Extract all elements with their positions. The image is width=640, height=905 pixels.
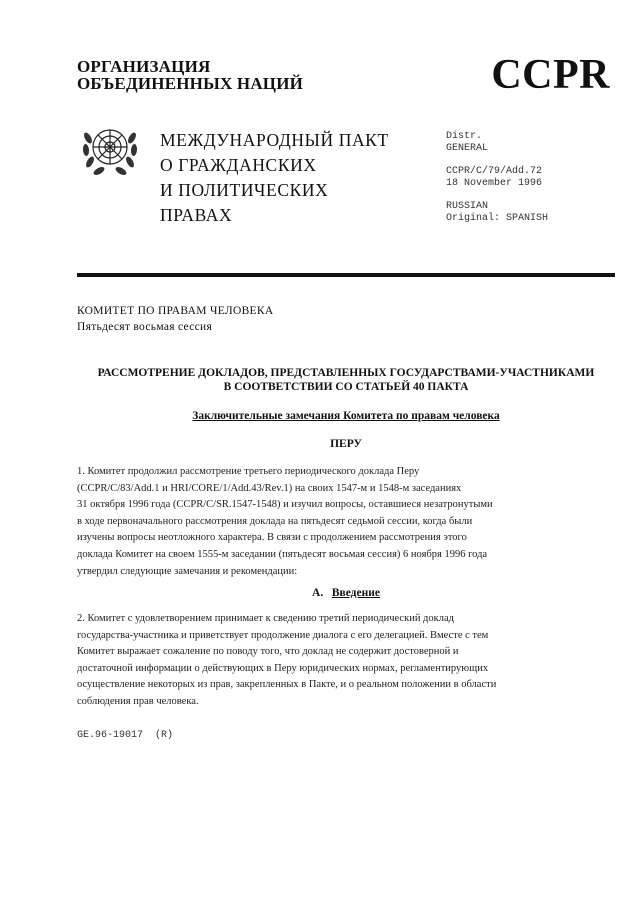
paragraph-line: 1. Комитет продолжил рассмотрение третьего периодического доклада Перу bbox=[77, 466, 420, 477]
committee-name: КОМИТЕТ ПО ПРАВАМ ЧЕЛОВЕКА bbox=[77, 305, 274, 317]
committee-session: Пятьдесят восьмая сессия bbox=[77, 321, 213, 333]
section-heading bbox=[77, 586, 615, 600]
paragraph-line: Комитет выражает сожаление по поводу того, что доклад не содержит достоверной и bbox=[77, 646, 459, 658]
doc-symbol: CCPR/C/79/Add.72 bbox=[446, 166, 543, 177]
paragraph-2 bbox=[77, 611, 597, 711]
paragraph-1 bbox=[77, 464, 597, 580]
paragraph-line: утвердил следующие замечания и рекомендации: bbox=[77, 565, 298, 577]
distribution-block bbox=[446, 131, 548, 225]
paragraph-line: 2. Комитет с удовлетворением принимает к сведению третий периодический доклад bbox=[77, 613, 454, 624]
document-symbol-large: CCPR bbox=[491, 52, 610, 98]
distr-type: GENERAL bbox=[446, 143, 489, 154]
distr-label: Distr. bbox=[446, 131, 483, 142]
committee-block bbox=[77, 303, 273, 335]
doc-original-language: Original: SPANISH bbox=[446, 213, 549, 224]
section-title: Введение bbox=[331, 587, 380, 599]
paragraph-line: доклада Комитет на своем 1555-м заседании (пятьдесят восьмая сессия) 6 ноября 1996 года bbox=[77, 548, 488, 560]
org-line-2: ОБЪЕДИНЕННЫХ НАЦИЙ bbox=[77, 74, 304, 93]
paragraph-line: изучены вопросы неотложного характера. В связи с продолжением рассмотрения этого bbox=[77, 532, 467, 544]
org-line-1: ОРГАНИЗАЦИЯ bbox=[77, 57, 211, 76]
covenant-title-line: И ПОЛИТИЧЕСКИХ bbox=[160, 180, 329, 200]
un-emblem-icon bbox=[79, 120, 141, 178]
paragraph-line: государства-участника и приветствует продолжение диалога с его делегацией. Вместе с тем bbox=[77, 629, 489, 641]
main-title-line-2: В СООТВЕТСТВИИ СО СТАТЬЕЙ 40 ПАКТА bbox=[223, 381, 469, 393]
paragraph-line: достаточной информации о действующих в Перу юридических нормах, регламентирующих bbox=[77, 662, 489, 674]
subtitle: Заключительные замечания Комитета по правам человека bbox=[192, 410, 500, 422]
paragraph-line: соблюдения прав человека. bbox=[77, 695, 199, 707]
paragraph-line: осуществление некоторых из прав, закрепленных в Пакте, и о реальном положении в области bbox=[77, 679, 497, 691]
covenant-title-line: О ГРАЖДАНСКИХ bbox=[160, 155, 317, 175]
main-title-line-1: РАССМОТРЕНИЕ ДОКЛАДОВ, ПРЕДСТАВЛЕННЫХ ГОСУДАРСТВАМИ-УЧАСТНИКАМИ bbox=[97, 367, 595, 379]
doc-language: RUSSIAN bbox=[446, 201, 489, 212]
covenant-title-line: МЕЖДУНАРОДНЫЙ ПАКТ bbox=[160, 130, 389, 150]
doc-date: 18 November 1996 bbox=[446, 178, 543, 189]
paragraph-line: в ходе первоначального рассмотрения доклада на пятьдесят седьмой сессии, когда были bbox=[77, 515, 473, 527]
country-heading: ПЕРУ bbox=[330, 438, 362, 450]
main-title bbox=[77, 366, 615, 394]
paragraph-line: 31 октября 1996 года (CCPR/C/SR.1547-1548) и изучил вопросы, оставшиеся незатронутыми bbox=[77, 499, 493, 511]
covenant-title-line: ПРАВАХ bbox=[160, 205, 233, 225]
job-number: GE.96-19017 (R) bbox=[77, 730, 174, 741]
organization-name bbox=[77, 58, 303, 92]
paragraph-line: (CCPR/C/83/Add.1 и HRI/CORE/1/Add.43/Rev.1) на своих 1547-м и 1548-м заседаниях bbox=[77, 482, 462, 494]
covenant-title bbox=[160, 128, 389, 228]
header-divider bbox=[77, 273, 615, 277]
section-letter: A. bbox=[312, 587, 324, 599]
